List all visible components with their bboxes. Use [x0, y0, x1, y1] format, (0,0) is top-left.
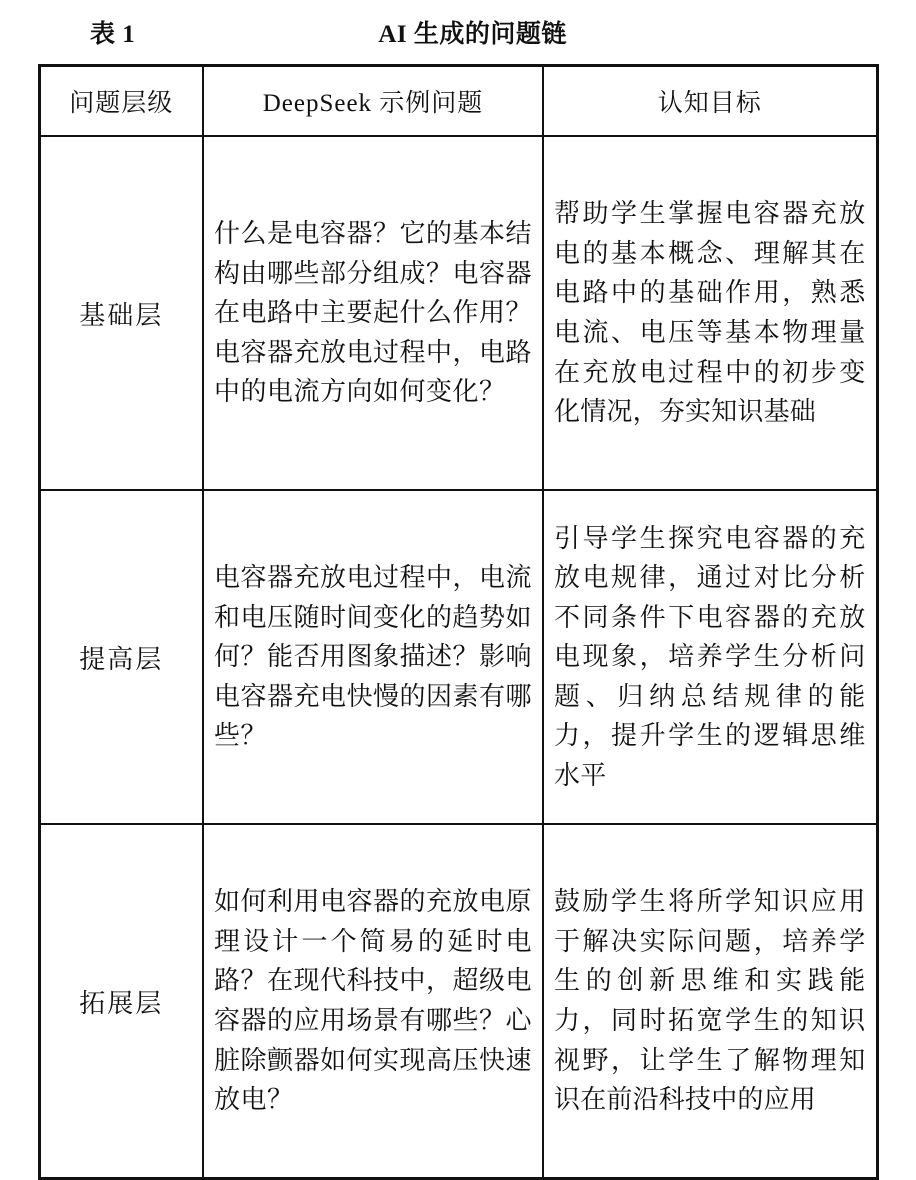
cell-question: 如何利用电容器的充放电原理设计一个简易的延时电路？在现代科技中，超级电容器的应用场景有哪些？心脏除颤器如何实现高压快速放电？: [203, 824, 543, 1179]
table-head: [39, 66, 877, 137]
cell-level: 基础层: [39, 136, 203, 490]
question-chain-table: [38, 64, 879, 1180]
cell-goal: 帮助学生掌握电容器充放电的基本概念、理解其在电路中的基础作用，熟悉电流、电压等基本物理量在充放电过程中的初步变化情况，夯实知识基础: [543, 136, 877, 490]
table-caption: [28, 14, 888, 50]
column-header-goal: 认知目标: [543, 66, 877, 137]
table-body: [39, 136, 877, 1179]
table-row: [39, 490, 877, 824]
table-caption-title: AI 生成的问题链: [378, 21, 567, 48]
cell-goal: 鼓励学生将所学知识应用于解决实际问题，培养学生的创新思维和实践能力，同时拓宽学生的知识视野，让学生了解物理知识在前沿科技中的应用: [543, 824, 877, 1179]
cell-question: 什么是电容器？它的基本结构由哪些部分组成？电容器在电路中主要起什么作用？电容器充放电过程中，电路中的电流方向如何变化？: [203, 136, 543, 490]
column-header-level: 问题层级: [39, 66, 203, 137]
cell-level: 提高层: [39, 490, 203, 824]
table-header-row: [39, 66, 877, 137]
table-row: [39, 136, 877, 490]
column-header-question: DeepSeek 示例问题: [203, 66, 543, 137]
table-caption-label: 表 1: [90, 21, 136, 48]
cell-level: 拓展层: [39, 824, 203, 1179]
cell-question: 电容器充放电过程中，电流和电压随时间变化的趋势如何？能否用图象描述？影响电容器充电快慢的因素有哪些？: [203, 490, 543, 824]
table-row: [39, 824, 877, 1179]
cell-goal: 引导学生探究电容器的充放电规律，通过对比分析不同条件下电容器的充放电现象，培养学生分析问题、归纳总结规律的能力，提升学生的逻辑思维水平: [543, 490, 877, 824]
